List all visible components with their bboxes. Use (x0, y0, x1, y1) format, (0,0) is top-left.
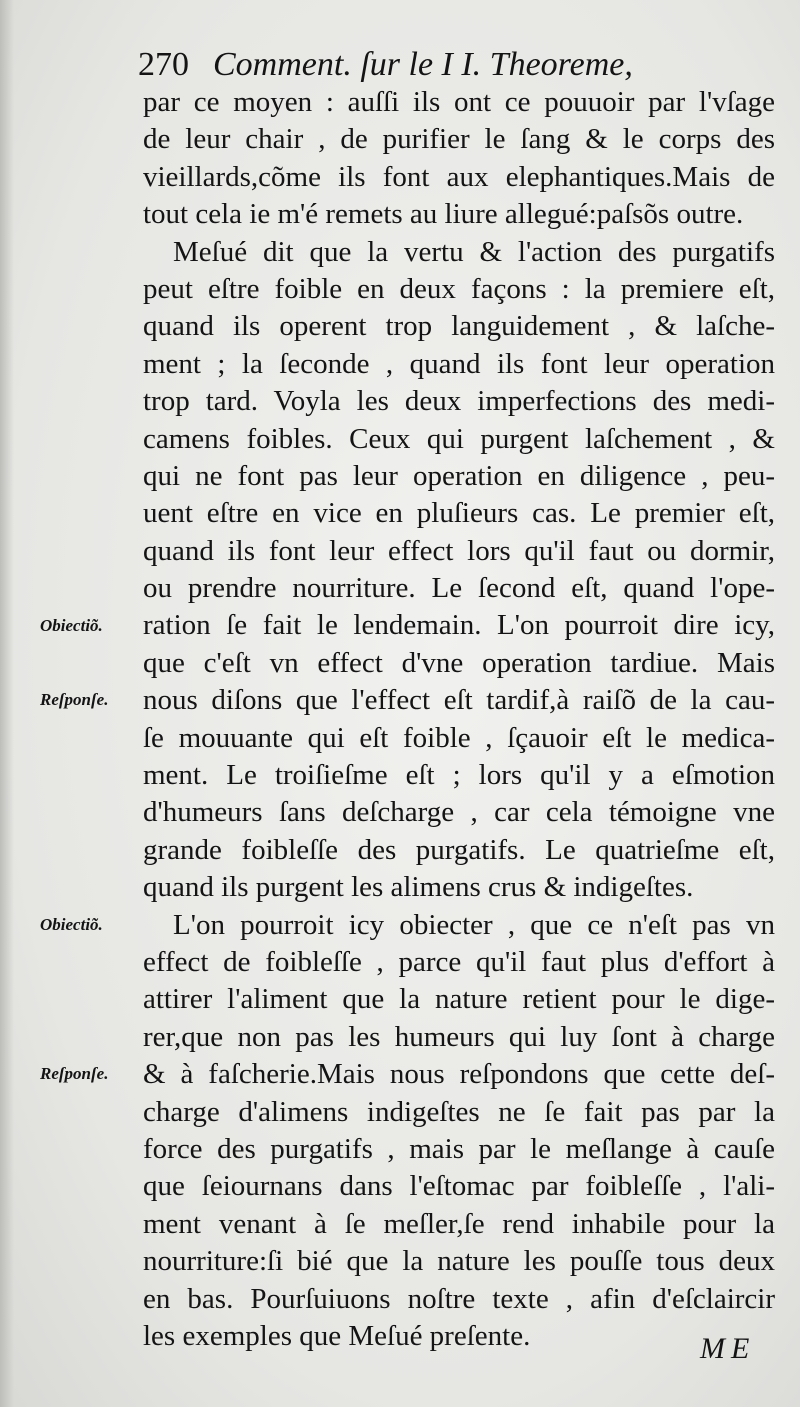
text-line: nourriture:ſi bié que la nature les pouſſe tous deux (143, 1245, 775, 1278)
text-line: quand ils purgent les alimens crus & indigeſtes. (143, 871, 694, 904)
text-line: ration ſe fait le lendemain. L'on pourroit dire icy, (143, 609, 775, 642)
text-line: que c'eſt vn effect d'vne operation tardiue. Mais (143, 646, 775, 679)
text-line: uent eſtre en vice en pluſieurs cas. Le premier eſt, (143, 497, 775, 530)
text-line: les exemples que Meſué preſente. (143, 1319, 531, 1352)
text-line: d'humeurs ſans deſcharge , car cela témoigne vne (143, 796, 775, 829)
text-line: ment venant à ſe meſler,ſe rend inhabile pour la (143, 1207, 775, 1240)
text-line: rer,que non pas les humeurs qui luy ſont à charge (143, 1020, 775, 1053)
text-line: grande foibleſſe des purgatifs. Le quatrieſme eſt, (143, 833, 775, 866)
text-line: qui ne font pas leur operation en diligence , peu- (143, 459, 775, 492)
text-line: que ſeiournans dans l'eſtomac par foibleſſe , l'ali- (143, 1170, 775, 1203)
text-line: force des purgatifs , mais par le meſlange à cauſe (143, 1132, 775, 1165)
margin-note: Reſponſe. (40, 1064, 109, 1084)
text-line: L'on pourroit icy obiecter , que ce n'eſt pas vn (173, 908, 775, 941)
text-line: par ce moyen : auſſi ils ont ce pouuoir par l'vſage (143, 86, 775, 118)
text-line: en bas. Pourſuiuons noſtre texte , afin d'eſclaircir (143, 1282, 775, 1315)
text-line: peut eſtre foible en deux façons : la premiere eſt, (143, 272, 775, 305)
text-line: quand ils font leur effect lors qu'il faut ou dormir, (143, 534, 775, 567)
text-line: quand ils operent trop languidement , & laſche- (143, 310, 775, 343)
text-line: de leur chair , de purifier le ſang & le corps des (143, 123, 775, 156)
text-line: attirer l'aliment que la nature retient pour le dige- (143, 983, 775, 1016)
margin-note: Obiectiõ. (40, 914, 103, 934)
text-line: ment. Le troiſieſme eſt ; lors qu'il y a eſmotion (143, 759, 775, 792)
text-line: ſe mouuante qui eſt foible , ſçauoir eſt le medica- (143, 721, 775, 754)
text-line: charge d'alimens indigeſtes ne ſe fait pas par la (143, 1095, 775, 1128)
text-line: vieillards,cõme ils font aux elephantiques.Mais de (143, 160, 775, 193)
text-line: ment ; la ſeconde , quand ils font leur operation (143, 347, 775, 380)
text-line: effect de foibleſſe , parce qu'il faut plus d'effort à (143, 945, 775, 978)
catchword: ME (700, 1332, 756, 1365)
running-header (138, 40, 698, 90)
text-line: & à faſcherie.Mais nous reſpondons que cette deſ- (143, 1058, 775, 1091)
running-title: Comment. ſur le I I. Theoreme, (213, 46, 633, 83)
text-line: tout cela ie m'é remets au liure allegué:paſsõs outre. (143, 198, 744, 231)
text-line: camens foibles. Ceux qui purgent laſchement , & (143, 422, 775, 455)
page-number: 270 (138, 46, 189, 83)
text-line: trop tard. Voyla les deux imperfections des medi- (143, 385, 775, 418)
text-line: Meſué dit que la vertu & l'action des purgatifs (173, 235, 775, 268)
margin-note: Reſponſe. (40, 690, 109, 710)
body-text (143, 84, 775, 1355)
text-line: ou prendre nourriture. Le ſecond eſt, quand l'ope- (143, 572, 775, 605)
margin-note: Obiectiõ. (40, 615, 103, 635)
text-line: nous diſons que l'effect eſt tardif,à raiſõ de la cau- (143, 684, 775, 717)
